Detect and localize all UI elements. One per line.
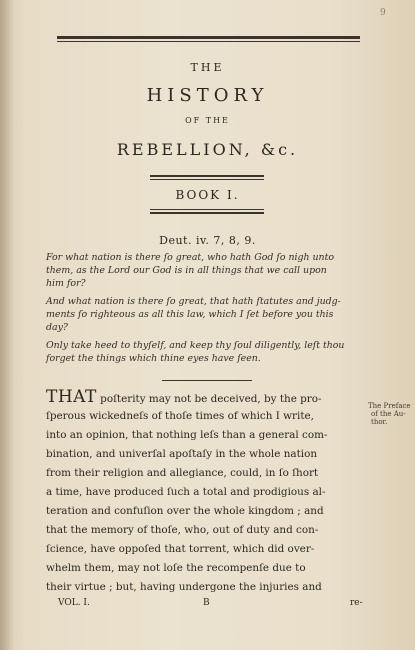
title-history: HISTORY [146,85,269,106]
body-first-line [46,387,322,407]
epigraph-line: them, as the Lord our God is in all things that we call upon [46,265,327,276]
body-line: ſperous wickedneſs of thoſe times of which I write, [46,410,314,422]
epigraph-line: forget the things which thine eyes have ſeen. [46,353,261,364]
body-line: ſcience, have oppoſed that torrent, which did over- [46,543,315,555]
dropcap-word: THAT [46,387,97,407]
body-line: into an opinion, that nothing leſs than a general com- [46,429,328,441]
body-line: whelm them, may not loſe the recompenſe due to [46,562,306,574]
body-line: from their religion and allegiance, could, in ſo ſhort [46,467,319,479]
margin-note-line: The Preface [368,402,411,410]
footer-volume: VOL. I. [58,598,90,608]
margin-note-line: thor. [371,418,388,426]
epigraph-reference: Deut. iv. 7, 8, 9. [159,234,256,247]
section-divider [162,380,252,381]
corner-mark: 9 [380,8,386,18]
book-rule-top-thick [150,175,264,177]
footer-signature: B [203,598,210,608]
footer-catchword: re- [350,598,363,608]
body-line: bination, and univerſal apoſtaſy in the whole nation [46,448,318,460]
epigraph-line: ments ſo righteous as all this law, which I ſet before you this [46,309,334,320]
margin-note-line: of the Au- [371,410,406,418]
body-line: that the memory of thoſe, who, out of duty and con- [46,524,319,536]
title-rebellion: REBELLION, &c. [116,140,299,159]
title-the: THE [190,61,225,74]
book-rule-bottom-thin [150,209,264,210]
top-rule-thin [57,41,360,42]
title-of-the: OF THE [185,116,230,125]
top-rule-thick [57,36,360,39]
epigraph-line: day? [46,322,68,333]
book-rule-top-thin [150,179,264,180]
book-rule-bottom-thick [150,212,264,214]
epigraph-line: him for? [46,278,86,289]
body-line: a time, have produced ſuch a total and prodigious al- [46,486,326,498]
body-line: teration and confuſion over the whole kingdom ; and [46,505,324,517]
epigraph-line: For what nation is there ſo great, who hath God ſo nigh unto [46,252,334,263]
body-line: their virtue ; but, having undergone the injuries and [46,581,322,593]
book-heading: BOOK I. [175,188,240,202]
epigraph-line: Only take heed to thyſelf, and keep thy ſoul diligently, leſt thou [46,340,345,351]
body-first-line-rest: poſterity may not be deceived, by the pro- [96,393,322,405]
epigraph-line: And what nation is there ſo great, that hath ſtatutes and judg- [46,296,341,307]
